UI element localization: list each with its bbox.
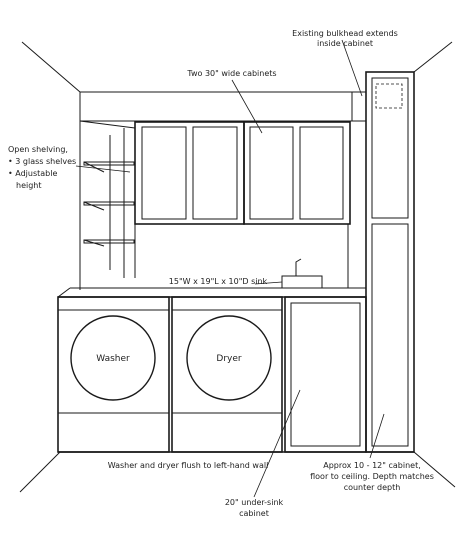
tall-cabinet-note-line1: Approx 10 - 12" cabinet, — [323, 461, 421, 470]
shelving-top-edge — [80, 121, 135, 128]
shelving-note-item1: • 3 glass shelves — [8, 157, 77, 166]
wall-cabinet-right-door — [250, 127, 293, 219]
tall-cabinet-body — [366, 72, 414, 452]
tall-cabinet-lower-door — [372, 224, 408, 446]
washer-dryer-note: Washer and dryer flush to left-hand wall — [107, 461, 269, 470]
bulkhead-note-line2: inside cabinet — [317, 39, 373, 48]
wall-cabinet-left-door — [193, 127, 237, 219]
wall-cabinets-note: Two 30" wide cabinets — [187, 69, 277, 78]
sink-basin — [282, 276, 322, 288]
open-shelving — [76, 121, 135, 290]
ceiling-corner-right — [414, 42, 452, 72]
washer-label: Washer — [96, 354, 130, 364]
undersink-note-line1: 20" under-sink — [224, 498, 284, 507]
tall-cabinet-upper-door — [372, 78, 408, 218]
dryer-body — [172, 297, 282, 452]
undersink-cabinet-door — [291, 303, 360, 446]
floor-corner-left — [20, 452, 60, 492]
undersink-note-line2: cabinet — [239, 509, 269, 518]
tall-cabinet-note-line3: counter depth — [343, 483, 401, 492]
bulkhead-note-line1: Existing bulkhead extends — [292, 29, 398, 38]
countertop — [58, 288, 366, 297]
room-walls — [20, 42, 455, 492]
tall-cabinet-note-line2: floor to ceiling. Depth matches — [310, 472, 434, 481]
glass-shelf — [84, 162, 134, 165]
glass-shelf-perspective — [84, 202, 104, 210]
sink-note: 15"W x 19"L x 10"D sink — [168, 277, 268, 286]
washer — [58, 297, 169, 452]
shelving-note-title: Open shelving, — [8, 145, 68, 154]
annotations — [8, 29, 434, 518]
bulkhead-hidden-outline — [376, 84, 402, 108]
shelving-note-item2: • Adjustable — [8, 169, 58, 178]
faucet — [296, 259, 301, 276]
wall-cabinet-left — [135, 122, 244, 224]
tall-cabinet — [342, 40, 414, 458]
wall-cabinet-right — [244, 122, 350, 224]
dryer-label: Dryer — [216, 354, 242, 364]
shelving-note-item3: height — [16, 181, 42, 190]
undersink-leader — [254, 390, 300, 497]
bulkhead-leader — [342, 40, 362, 96]
cabinets-leader — [232, 80, 262, 133]
countertop-perspective — [58, 288, 70, 297]
dryer — [172, 297, 282, 452]
wall-cabinets — [135, 80, 350, 224]
wall-cabinet-right-door — [300, 127, 343, 219]
wall-cabinet-left-door — [142, 127, 186, 219]
ceiling-corner-left — [22, 42, 80, 92]
undersink-cabinet-body — [285, 297, 366, 452]
